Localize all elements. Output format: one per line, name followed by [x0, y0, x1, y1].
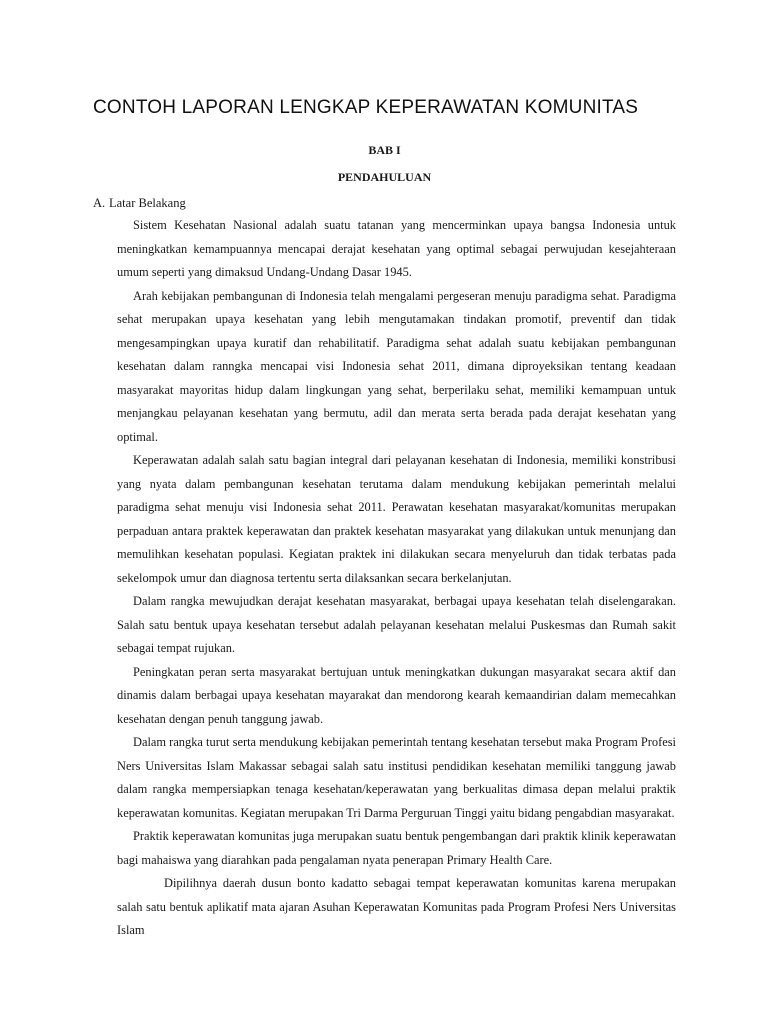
section-number: A. — [93, 196, 106, 210]
paragraph: Arah kebijakan pembangunan di Indonesia telah mengalami pergeseran menuju paradigma sehat. Paradigma sehat merupakan upaya kesehatan yang lebih mengutamakan tindakan promotif, preventif dan tidak mengesampingkan upaya kuratif dan rehabilitatif. Paradigma sehat adalah suatu kebijakan pembangunan kesehatan dalam ranngka mencapai visi Indonesia sehat 2011, dimana diproyeksikan tentang keadaan masyarakat mayoritas hidup dalam lingkungan yang sehat, berperilaku sehat, memiliki kemampuan untuk menjangkau pelayanan kesehatan yang bermutu, adil dan merata serta berada pada derajat kesehatan yang optimal. — [117, 288, 676, 444]
section-heading — [93, 196, 676, 211]
paragraph: Dalam rangka turut serta mendukung kebijakan pemerintah tentang kesehatan tersebut maka Program Profesi Ners Universitas Islam Makassar sebagai salah satu institusi pendidikan kesehatan memiliki tanggung jawab dalam rangka mempersiapkan tenaga kesehatan/keperawatan yang berkualitas dimasa depan melalui praktik keperawatan komunitas. Kegiatan merupakan Tri Darma Perguruan Tinggi yaitu bidang pengabdian masyarakat. — [117, 735, 676, 820]
body-text — [93, 214, 676, 943]
paragraph: Dipilihnya daerah dusun bonto kadatto sebagai tempat keperawatan komunitas karena merupakan salah satu bentuk aplikatif mata ajaran Asuhan Keperawatan Komunitas pada Program Profesi Ners Universitas Islam — [117, 876, 676, 937]
paragraph: Praktik keperawatan komunitas juga merupakan suatu bentuk pengembangan dari praktik klinik keperawatan bagi mahaiswa yang diarahkan pada pengalaman nyata penerapan Primary Health Care. — [117, 829, 676, 867]
paragraph: Peningkatan peran serta masyarakat bertujuan untuk meningkatkan dukungan masyarakat secara aktif dan dinamis dalam berbagai upaya kesehatan mayarakat dan mendorong kearah kemaandirian dalam memecahkan kesehatan dengan penuh tanggung jawab. — [117, 664, 676, 726]
section-title: Latar Belakang — [109, 196, 186, 210]
document-title: CONTOH LAPORAN LENGKAP KEPERAWATAN KOMUNITAS — [93, 97, 639, 118]
paragraph: Sistem Kesehatan Nasional adalah suatu tatanan yang mencerminkan upaya bangsa Indonesia untuk meningkatkan kemampuannya mencapai derajat kesehatan yang optimal sebagai perwujudan kesejahteraan umum seperti yang dimaksud Undang-Undang Dasar 1945. — [117, 218, 676, 279]
paragraph: Dalam rangka mewujudkan derajat kesehatan masyarakat, berbagai upaya kesehatan telah diselengarakan. Salah satu bentuk upaya kesehatan tersebut adalah pelayanan kesehatan melalui Puskesmas dan Rumah sakit sebagai tempat rujukan. — [117, 594, 676, 655]
chapter-number: BAB I — [368, 143, 401, 157]
paragraph: Keperawatan adalah salah satu bagian integral dari pelayanan kesehatan di Indonesia, memiliki konstribusi yang nyata dalam pembangunan kesehatan terutama dalam mendukung kebijakan pemerintah melalui paradigma sehat menuju visi Indonesia sehat 2011. Perawatan kesehatan masyarakat/komunitas merupakan perpaduan antara praktek keperawatan dan praktek kesehatan masyarakat yang dilakukan untuk menunjang dan memulihkan kesehatan populasi. Kegiatan praktek ini dilakukan secara menyeluruh dan tidak terbatas pada sekelompok umur dan diagnosa tertentu serta dilaksankan secara berkelanjutan. — [117, 453, 676, 585]
chapter-title: PENDAHULUAN — [337, 170, 432, 184]
